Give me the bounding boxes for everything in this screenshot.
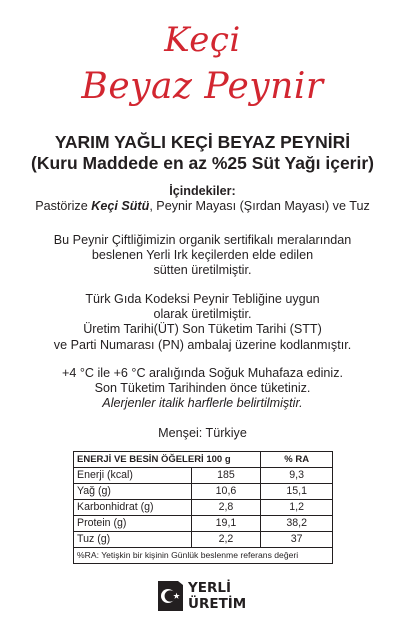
codex-info (0, 292, 405, 353)
farm-info (0, 233, 405, 279)
nutrient-ra: 38,2 (261, 516, 333, 532)
nutrient-ra: 37 (261, 532, 333, 548)
ingredients-heading: İçindekiler: (169, 184, 236, 198)
nutrient-value: 2,2 (191, 532, 261, 548)
nutrient-value: 185 (191, 468, 261, 484)
table-row (74, 500, 333, 516)
brand-title-line2: Beyaz Peynir (81, 66, 324, 107)
nutrient-value: 2,8 (191, 500, 261, 516)
nutrition-table (73, 451, 333, 564)
logo-text-line2: ÜRETİM (188, 596, 247, 612)
ingredients-section (0, 184, 405, 214)
nutrient-ra: 15,1 (261, 484, 333, 500)
ingredients-prefix: Pastörize (35, 199, 92, 214)
nutrition-header-ra: % RA (261, 452, 333, 468)
codex-info-line: Üretim Tarihi(ÜT) Son Tüketim Tarihi (STT) (83, 322, 322, 337)
nutrient-name: Enerji (kcal) (74, 468, 192, 484)
turkish-flag-icon (154, 579, 186, 613)
codex-info-line: Türk Gıda Kodeksi Peynir Tebliğine uygun (85, 292, 320, 306)
ingredients-allergen: Keçi Sütü (91, 199, 150, 214)
nutrient-name: Karbonhidrat (g) (74, 500, 192, 516)
ingredients-suffix: , Peynir Mayası (Şırdan Mayası) ve Tuz (149, 199, 370, 214)
product-title-line1: YARIM YAĞLI KEÇİ BEYAZ PEYNİRİ (54, 132, 351, 152)
nutrient-ra: 9,3 (261, 468, 333, 484)
nutrient-name: Yağ (g) (74, 484, 192, 500)
logo-text-line1: YERLİ (188, 580, 232, 596)
farm-info-line: Bu Peynir Çiftliğimizin organik sertifikalı meralarından (53, 233, 352, 247)
table-row (74, 468, 333, 484)
yerli-uretim-logo (154, 577, 247, 617)
nutrient-ra: 1,2 (261, 500, 333, 516)
brand-title-line1: Keçi (164, 20, 241, 60)
allergen-note (0, 396, 405, 411)
nutrient-value: 19,1 (191, 516, 261, 532)
nutrient-name: Protein (g) (74, 516, 192, 532)
nutrition-header-row (74, 452, 333, 468)
storage-line: +4 °C ile +6 °C aralığında Soğuk Muhafaza ediniz. (61, 366, 343, 380)
nutrient-name: Tuz (g) (74, 532, 192, 548)
farm-info-line: beslenen Yerli Irk keçilerden elde edilen (91, 248, 314, 263)
codex-info-line: olarak üretilmiştir. (153, 307, 252, 322)
nutrition-footnote: %RA: Yetişkin bir kişinin Günlük beslenme referans değeri (74, 548, 333, 564)
allergen-note-text: Alerjenler italik harflerle belirtilmiştir. (102, 396, 303, 411)
table-row (74, 484, 333, 500)
storage-info (0, 366, 405, 412)
logo-text (188, 580, 246, 612)
origin: Menşei: Türkiye (158, 426, 247, 440)
table-row (74, 532, 333, 548)
nutrient-value: 10,6 (191, 484, 261, 500)
codex-info-line: ve Parti Numarası (PN) ambalaj üzerine kodlanmıştır. (53, 337, 352, 352)
product-title-line2: (Kuru Maddede en az %25 Süt Yağı içerir) (31, 153, 374, 173)
farm-info-line: sütten üretilmiştir. (153, 263, 252, 278)
nutrition-footnote-row (74, 548, 333, 564)
table-row (74, 516, 333, 532)
nutrition-header-name: ENERJİ VE BESİN ÖĞELERİ 100 g (74, 452, 261, 468)
ingredients-text (0, 199, 405, 214)
product-title (0, 132, 405, 174)
storage-line: Son Tüketim Tarihinden önce tüketiniz. (94, 381, 311, 396)
